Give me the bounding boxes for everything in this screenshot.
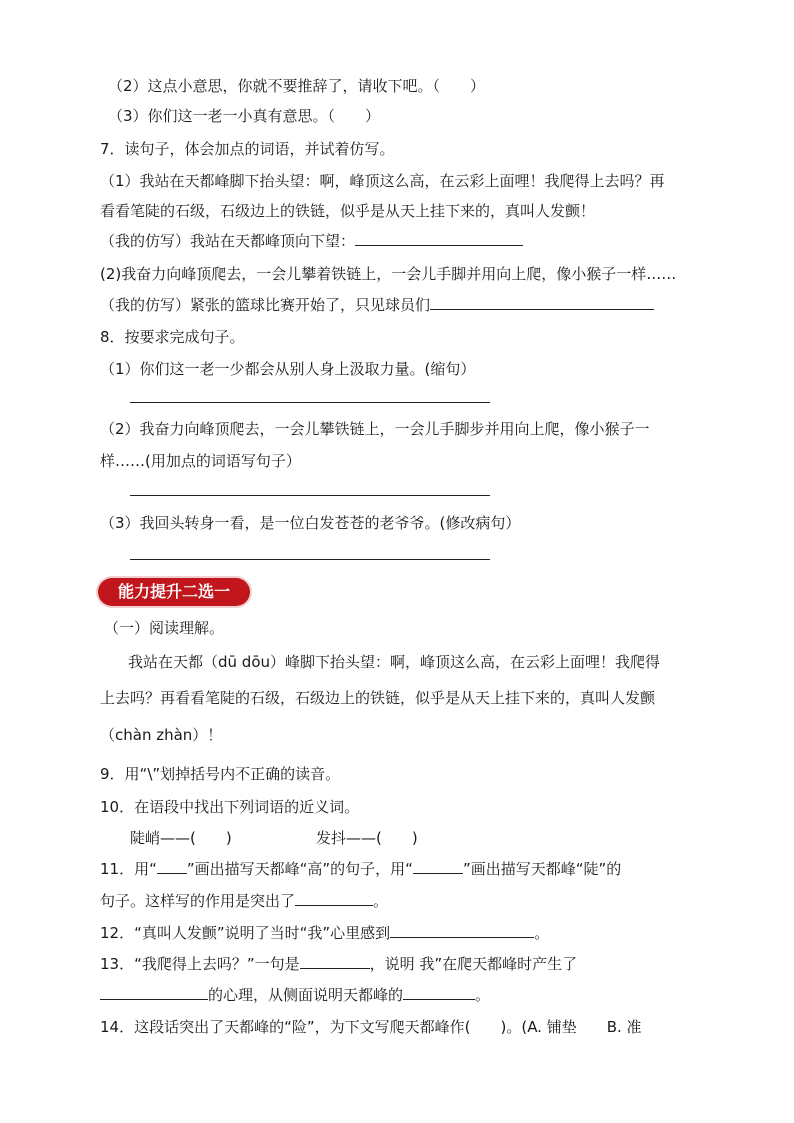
q6-item2: （2）这点小意思，你就不要推辞了，请收下吧。（ ） <box>108 77 486 95</box>
q7-sentence1-line1: （1）我站在天都峰脚下抬头望：啊，峰顶这么高，在云彩上面哩！我爬得上去吗？再 <box>100 172 665 190</box>
q8-title: 8．按要求完成句子。 <box>100 328 245 346</box>
q8-answer-line-3[interactable] <box>130 559 490 560</box>
passage-line1: 我站在天都（dū dōu）峰脚下抬头望：啊，峰顶这么高，在云彩上面哩！我爬得 <box>128 653 661 671</box>
q8-sentence2-line1: （2）我奋力向峰顶爬去，一会儿攀铁链上，一会儿手脚步并用向上爬，像小猴子一 <box>100 420 650 438</box>
q13-end: 。 <box>475 986 491 1004</box>
section-subtitle: （一）阅读理解。 <box>104 619 225 637</box>
q11-line-style-2 <box>413 859 463 874</box>
q11-part-a: 11．用“ <box>100 860 157 878</box>
q8-answer-line-2[interactable] <box>130 495 490 496</box>
q10-title: 10．在语段中找出下列词语的近义词。 <box>100 798 360 816</box>
q13-part-b: ，说明 我”在爬天都峰时产生了 <box>369 955 578 973</box>
q11-part-d: 句子。这样写的作用是突出了 <box>100 892 296 910</box>
q12-text: 12．“真叫人发颤”说明了当时“我”心里感到 <box>100 924 391 942</box>
q13-blank-2[interactable] <box>100 985 208 1000</box>
q11-line2 <box>100 891 388 911</box>
q11-part-b: ”画出描写天都峰“高”的句子，用“ <box>186 860 413 878</box>
q8-sentence2-line2: 样……(用加点的词语写句子） <box>100 452 301 470</box>
q13-line1 <box>100 954 577 974</box>
q13-blank-3[interactable] <box>403 985 475 1000</box>
q11-line-style-1 <box>157 859 187 874</box>
q7-imitate2-text: （我的仿写）紧张的篮球比赛开始了，只见球员们 <box>100 296 431 314</box>
q7-imitate2 <box>100 295 654 315</box>
passage-line3: （chàn zhàn）！ <box>100 726 223 744</box>
q8-answer-line-1[interactable] <box>130 402 490 403</box>
q7-imitate1-blank[interactable] <box>355 231 523 246</box>
q11-end: 。 <box>373 892 389 910</box>
q11-blank[interactable] <box>295 891 373 906</box>
q8-sentence3: （3）我回头转身一看，是一位白发苍苍的老爷爷。(修改病句） <box>100 514 521 532</box>
q7-imitate1 <box>100 231 523 251</box>
q7-sentence2: (2)我奋力向峰顶爬去，一会儿攀着铁链上，一会儿手脚并用向上爬，像小猴子一样…… <box>100 265 677 283</box>
q14: 14．这段话突出了天都峰的“险”，为下文写爬天都峰作( )。(A. 铺垫 B. 准 <box>100 1018 642 1036</box>
q10-word1: 陡峭——( ) <box>130 829 232 847</box>
q13-blank-1[interactable] <box>300 954 370 969</box>
q6-item3: （3）你们这一老一小真有意思。（ ） <box>108 107 381 125</box>
q13-part-c: 的心理，从侧面说明天都峰的 <box>208 986 404 1004</box>
q13-line2 <box>100 985 490 1005</box>
q7-imitate1-text: （我的仿写）我站在天都峰顶向下望： <box>100 232 356 250</box>
q10-word2: 发抖——( ) <box>316 829 418 847</box>
passage-line2: 上去吗？再看看笔陡的石级，石级边上的铁链，似乎是从天上挂下来的，真叫人发颤 <box>100 689 656 707</box>
q11-line1 <box>100 859 621 879</box>
q12-blank[interactable] <box>390 923 534 938</box>
q11-part-c: ”画出描写天都峰“陡”的 <box>462 860 622 878</box>
section-badge: 能力提升二选一 <box>98 578 250 606</box>
q8-sentence1: （1）你们这一老一少都会从别人身上汲取力量。(缩句） <box>100 360 476 378</box>
q9: 9．用“\”划掉括号内不正确的读音。 <box>100 765 341 783</box>
q7-imitate2-blank[interactable] <box>430 295 654 310</box>
q7-title: 7．读句子，体会加点的词语，并试着仿写。 <box>100 140 395 158</box>
q7-sentence1-line2: 看看笔陡的石级，石级边上的铁链，似乎是从天上挂下来的，真叫人发颤！ <box>100 202 596 220</box>
q12 <box>100 923 549 943</box>
q12-end: 。 <box>534 924 550 942</box>
q13-part-a: 13．“我爬得上去吗？”一句是 <box>100 955 300 973</box>
